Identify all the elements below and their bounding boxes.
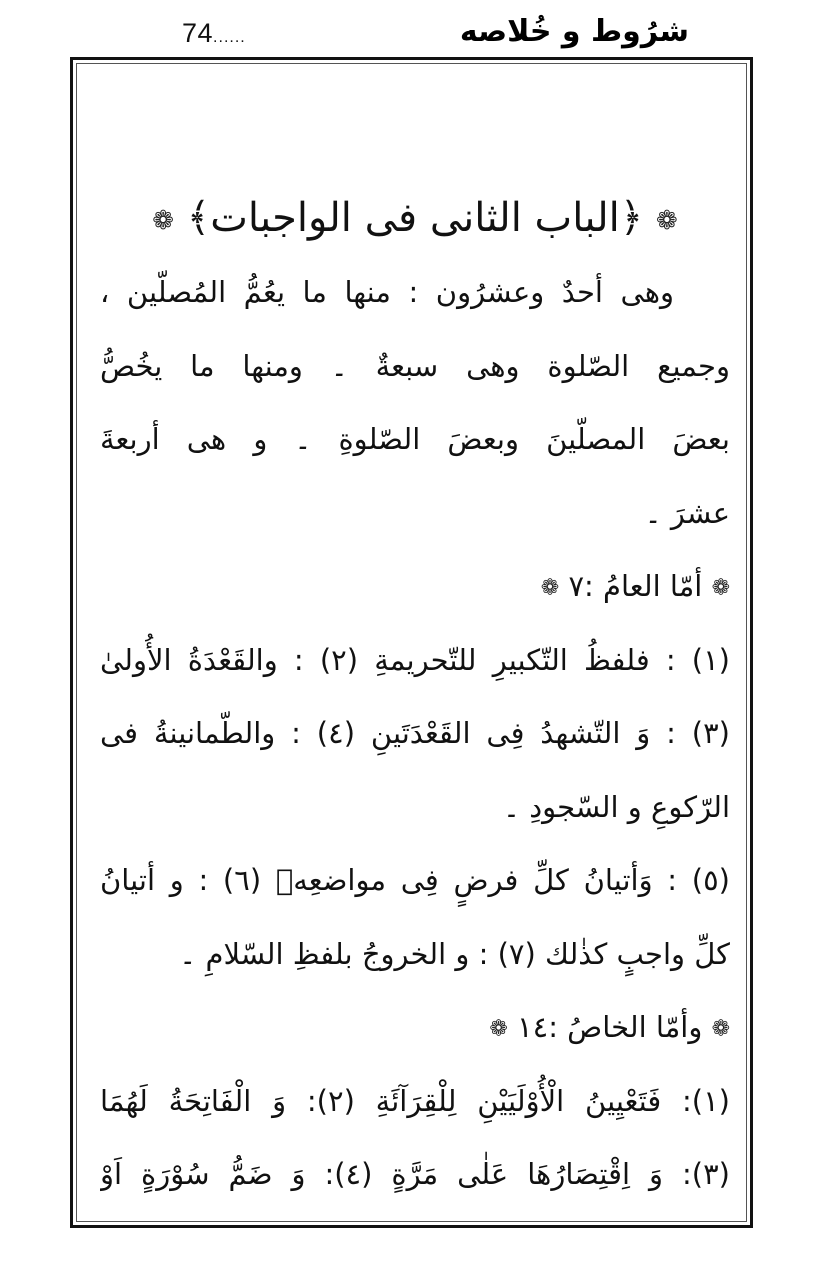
book-title: شرُوط و خُلاصه — [459, 14, 689, 49]
page-content — [100, 180, 730, 1212]
ornament-flower-icon: ❁ — [711, 1016, 730, 1042]
ornament-flower-icon: ❁ — [540, 575, 560, 601]
general-line-4: (٥) : وَأتيانُ كلِّ فرضٍ فِى مواضعِهٖ (٦) : و أتيانُ — [100, 863, 730, 897]
intro-line-3: بعضَ المصلّينَ وبعضَ الصّلوةِ ۔ و هى أربعةَ — [100, 422, 730, 456]
general-line-1: (١) : فلفظُ التّكبيرِ للتّحريمةِ (٢) : والقَعْدَةُ الأُولىٰ — [100, 642, 730, 677]
ornament-flower-icon: ❁ — [489, 1016, 508, 1042]
special-heading-text: وأمّا الخاصُ :١٤ — [517, 1010, 703, 1044]
chapter-title — [100, 180, 730, 256]
special-line-1: (١): فَتَعْيِينُ الْأُوْلَيَيْنِ لِلْقِرَآئَةِ (٢): وَ الْفَاتِحَةُ لَهُمَا — [100, 1083, 730, 1118]
ornament-flower-icon: ❁ — [152, 206, 175, 236]
page-header — [0, 0, 825, 60]
chapter-title-text: ﴿الباب الثانى فى الواجبات﴾ — [186, 195, 644, 241]
general-line-3: الرّكوعِ و السّجودِ ۔ — [502, 789, 730, 824]
page-number-dots: ...... — [213, 29, 246, 46]
general-line-2: (٣) : وَ التّشهدُ فِى القَعْدَتَينِ (٤) : والطّمانينةُ فى — [100, 716, 730, 750]
general-heading-text: أمّا العامُ :٧ — [568, 569, 703, 603]
ornament-flower-icon: ❁ — [655, 206, 678, 236]
intro-line-4: عشرَ ۔ — [644, 495, 730, 530]
general-line-5: كلِّ واجبٍ كذٰلك (٧) : و الخروجُ بلفظِ السّلامِ ۔ — [179, 936, 730, 971]
intro-line-1: وهى أحدٌ وعشرُون : منها ما يعُمُّ المُصلّين ، — [100, 275, 674, 309]
page-number — [182, 18, 246, 49]
general-heading — [100, 550, 730, 624]
special-heading — [100, 991, 730, 1065]
special-line-2: (٣): وَ اِقْتِصَارُهَا عَلٰى مَرَّةٍ (٤): وَ ضَمُّ سُوْرَةٍ اَوْ — [100, 1157, 730, 1191]
ornament-flower-icon: ❁ — [711, 575, 730, 601]
intro-line-2: وجميع الصّلوة وهى سبعةٌ ۔ ومنها ما يخُصُّ — [100, 348, 730, 383]
page-number-value: 74 — [182, 18, 214, 48]
